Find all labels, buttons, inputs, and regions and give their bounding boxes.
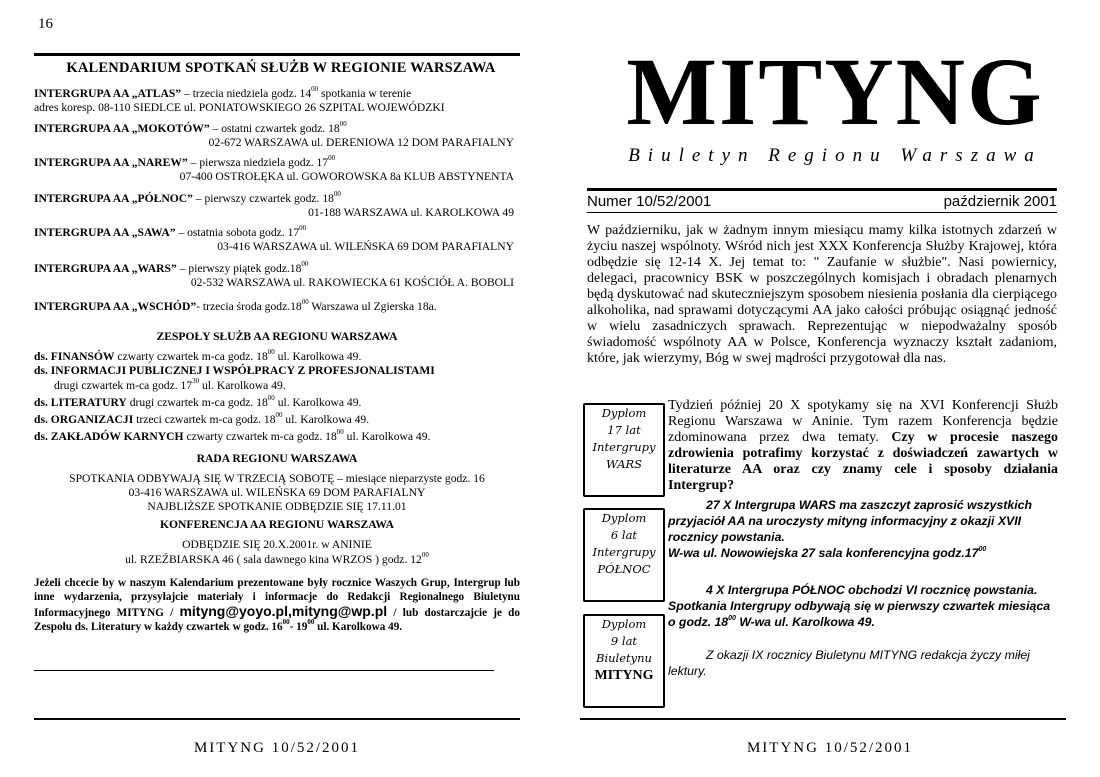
masthead-title: MITYNG <box>626 38 1044 145</box>
council-line: SPOTKANIA ODBYWAJĄ SIĘ W TRZECIĄ SOBOTĘ – miesiące nieparzyste godz. 16 <box>69 472 485 485</box>
submission-note: Jeżeli chcecie by w naszym Kalendarium prezentowane były rocznice Waszych Grup, Intergrup lub inne wydarzenia, przysyłajcie materiały i informacje do Redakcji Regionalnego Biuletynu Informacyjnego MITYNG / mityng@yoyo.pl,mityng@wp.pl / lub dostarczajcie je do Zespołu ds. Literatury w każdy czwartek w godz. $16^{00}-$ $19^{00}$ ul. Karolkowa 49. <box>34 577 520 633</box>
intergroup-entry: INTERGRUPA AA „NAREW” – pierwsza niedziela godz. $17^{00}$ 07-400 OSTROŁĘKA ul. GOWOROWSKA 8a KLUB ABSTYNENTA <box>34 154 514 183</box>
team-entry: ds. INFORMACJI PUBLICZNEJ I WSPÓŁPRACY Z PROFESJONALISTAMI <box>34 364 435 377</box>
issue-rule <box>587 188 1057 191</box>
intergroup-entry: INTERGRUPA AA „ATLAS” – trzecia niedziela godz. $14^{00}$ spotkania w terenie adres koresp. 08-110 SIEDLCE ul. PONIATOWSKIEGO 26 SZPITAL WOJEWÓDZKI <box>34 85 445 114</box>
footer-right: MITYNG 10/52/2001 <box>746 740 914 756</box>
council-line: NAJBLIŻSZE SPOTKANIE ODBĘDZIE SIĘ 17.11.01 <box>147 500 407 513</box>
team-entry: ds. FINANSÓW czwarty czwartek m-ca godz. $18^{00}$ ul. Karolkowa 49. <box>34 348 362 363</box>
council-heading: RADA REGIONU WARSZAWA <box>196 452 358 465</box>
intergroup-entry: INTERGRUPA AA „MOKOTÓW” – ostatni czwartek godz. $18^{00}$ 02-672 WARSZAWA ul. DERENIOWA 12 DOM PARAFIALNY <box>34 120 514 149</box>
team-entry: ds. ZAKŁADÓW KARNYCH czwarty czwartek m-ca godz. $18^{00}$ ul. Karolkowa 49. <box>34 428 431 443</box>
issue-underline <box>587 212 1057 213</box>
masthead-subtitle: Biuletyn Regionu Warszawa <box>628 145 1042 166</box>
intergroup-entry: INTERGRUPA AA „WARS” – pierwszy piątek $godz.18^{00}$ 02-532 WARSZAWA ul. RAKOWIECKA 61 KOŚCIÓŁ A. BOBOLI <box>34 260 514 289</box>
email-link[interactable]: mityng@yoyo.pl,mityng@wp.pl <box>179 603 388 619</box>
footer-rule-right <box>580 718 1066 720</box>
conference-heading: KONFERENCJA AA REGIONU WARSZAWA <box>160 518 394 531</box>
council-line: 03-416 WARSZAWA ul. WILEŃSKA 69 DOM PARAFIALNY <box>128 486 426 499</box>
closing-note: Z okazji IX rocznicy Biuletynu MITYNG redakcja życzy miłej lektury. <box>668 648 1030 678</box>
intergroup-entry: INTERGRUPA AA „WSCHÓD”- trzecia środa $godz.18^{00}$ Warszawa ul Zgierska 18a. <box>34 298 437 313</box>
footer-rule-left <box>34 718 520 720</box>
second-paragraph: Tydzień później 20 X spotykamy się na XVI Konferencji Służb Regionu Warszawa w Aninie. Tym razem Konferencja będzie zdominowana przez dwa tematy. Czy w procesie naszego zdrowienia potrafimy korzystać z doświadczeń zawartych w literaturze AA oraz czy znamy cele i sposoby działania Intergrup? <box>668 398 1058 493</box>
lead-paragraph: W październiku, jak w żadnym innym miesiącu mamy kilka istotnych zdarzeń w życiu naszej wspólnoty. Wśród nich jest XXX Konferencja Służby Krajowej, która odbędzie się 12-14 X. Jej temat to: " Zaufanie w służbie". Nasi powiernicy, delegaci, pracownicy BSK w poszczególnych komisjach i obradach plenarnych będą dyskutować nad skuteczniejszym sposobem niesienia posłania dla cierpiącego alkoholika, nad sprawami dotyczącymi AA jako całości próbując osiągnąć jedność w wielu zasadniczych sprawach. Reprezentując w niepodważalny sposób świadomość wspólnoty AA w Polsce, Konferencja wyznaczy kształt zadaniom, które, jak wierzymy, Bóg w swej mądrości przygotował dla nas. <box>587 223 1057 366</box>
calendar-title: KALENDARIUM SPOTKAŃ SŁUŻB W REGIONIE WARSZAWA <box>66 60 496 76</box>
page-number: 16 <box>38 16 53 32</box>
team-entry: ds. LITERATURY drugi czwartek m-ca godz. $18^{00}$ ul. Karolkowa 49. <box>34 394 362 409</box>
footer-left: MITYNG 10/52/2001 <box>193 740 361 756</box>
issue-date: październik 2001 <box>943 193 1057 210</box>
diploma-badge-mityng: Dyplom 9 lat Biuletynu MITYNG <box>583 614 665 708</box>
conference-line-1: ODBĘDZIE SIĘ 20.X.2001r. w ANINIE <box>182 538 372 551</box>
intergroup-entry: INTERGRUPA AA „SAWA” – ostatnia sobota godz. $17^{00}$ 03-416 WARSZAWA ul. WILEŃSKA 69 DOM PARAFIALNY <box>34 224 514 253</box>
teams-heading: ZESPOŁY SŁUŻB AA REGIONU WARSZAWA <box>156 330 398 343</box>
top-rule-left <box>34 53 520 56</box>
wars-announcement: 27 X Intergrupa WARS ma zaszczyt zaprosić wszystkich przyjaciół AA na uroczysty mityng informacyjny z okazji XVII rocznicy powstania. W-wa ul. Nowowiejska 27 sala konferencyjna $godz.17^{00}$ <box>668 498 1032 560</box>
issue-number: Numer 10/52/2001 <box>587 193 712 210</box>
diploma-badge-wars: Dyplom 17 lat Intergrupy WARS <box>583 403 665 497</box>
conference-line-2: ul. RZEŹBIARSKA 46 ( sala dawnego kina WRZOS ) godz. $12^{00}$ <box>125 551 429 566</box>
diploma-badge-polnoc: Dyplom 6 lat Intergrupy PÓŁNOC <box>583 508 665 602</box>
team-entry: drugi czwartek m-ca godz. $17^{30}$ ul. Karolkowa 49. <box>54 377 286 392</box>
intergroup-entry: INTERGRUPA AA „PÓŁNOC” – pierwszy czwartek godz. $18^{00}$ 01-188 WARSZAWA ul. KAROLKOWA 49 <box>34 190 514 219</box>
bottom-rule-left <box>34 670 494 671</box>
team-entry: ds. ORGANIZACJI trzeci czwartek m-ca godz. $18^{00}$ ul. Karolkowa 49. <box>34 411 370 426</box>
polnoc-announcement: 4 X Intergrupa PÓŁNOC obchodzi VI rocznicę powstania. Spotkania Intergrupy odbywają się w pierwszy czwartek miesiąca o godz. $18^{00}$ W-wa ul. Karolkowa 49. <box>668 583 1051 629</box>
